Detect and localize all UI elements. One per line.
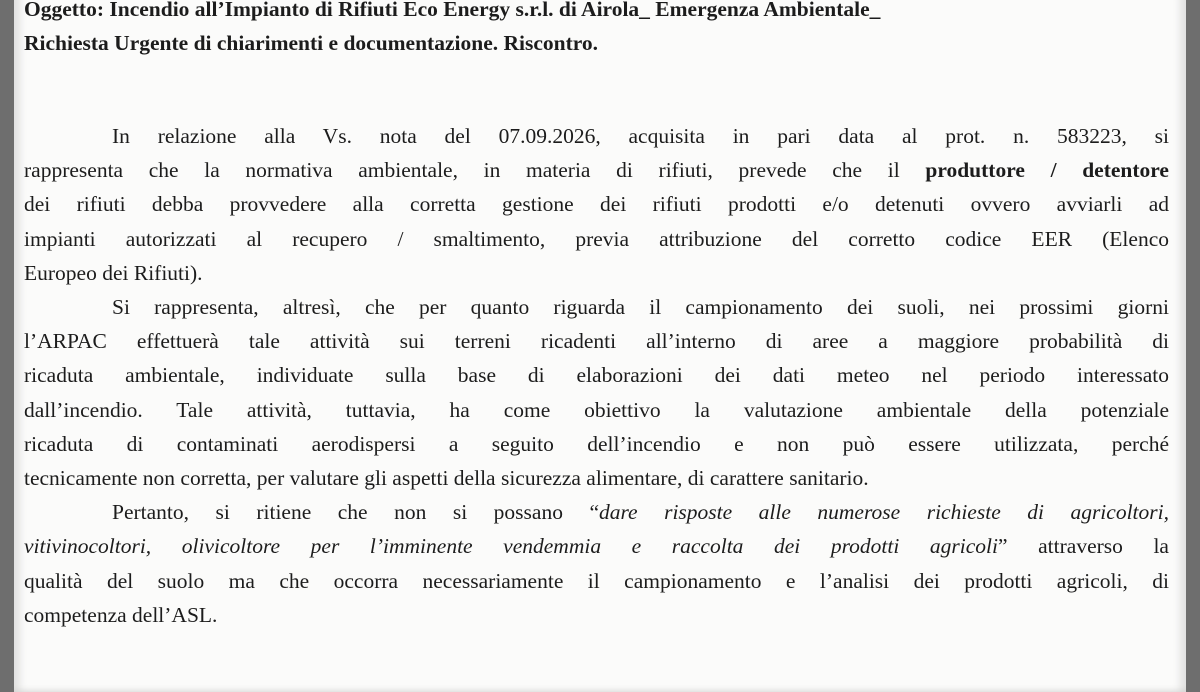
quoted-request-italic-2: vitivinocoltori, olivicoltore per l’imminente vendemmia e raccolta dei prodotti agricoli — [24, 534, 998, 559]
quoted-request-italic-1: dare risposte alle numerose richieste di agricoltori, — [598, 500, 1169, 525]
paragraph-3-line-2-text: ” attraverso la — [998, 534, 1169, 559]
paragraph-1-line-2 — [24, 153, 1169, 187]
paragraph-3-line-1-text: Pertanto, si ritiene che non si possano “ — [112, 500, 599, 525]
paragraph-3-line-3: qualità del suolo ma che occorra necessariamente il campionamento e l’analisi dei prodotti agricoli, di — [24, 568, 1169, 593]
paragraph-1 — [24, 119, 1169, 290]
subject-heading — [24, 0, 1174, 60]
subject-line-2: Richiesta Urgente di chiarimenti e documentazione. Riscontro. — [24, 31, 599, 55]
paragraph-3-line-4: competenza dell’ASL. — [24, 602, 218, 627]
paragraph-1-line-4: impianti autorizzati al recupero / smaltimento, previa attribuzione del corretto codice EER (Elenco — [24, 226, 1169, 251]
paragraph-2-line-6: tecnicamente non corretta, per valutare gli aspetti della sicurezza alimentare, di carattere sanitario. — [24, 466, 869, 491]
paragraph-3-line-2 — [24, 529, 1169, 563]
paragraph-3 — [24, 495, 1169, 632]
letter-body — [24, 119, 1169, 632]
paragraph-2-line-4: dall’incendio. Tale attività, tuttavia, ha come obiettivo la valutazione ambientale della potenziale — [24, 397, 1169, 422]
paragraph-1-line-2-text: rappresenta che la normativa ambientale, in materia di rifiuti, prevede che il — [24, 158, 926, 183]
paragraph-2-line-2: l’ARPAC effettuerà tale attività sui terreni ricadenti all’interno di aree a maggiore probabilità di — [24, 329, 1169, 354]
paragraph-2 — [24, 290, 1169, 495]
paragraph-2-line-5: ricaduta di contaminati aerodispersi a seguito dell’incendio e non può essere utilizzata, perché — [24, 431, 1169, 456]
paragraph-2-line-3: ricaduta ambientale, individuate sulla base di elaborazioni dei dati meteo nel periodo interessato — [24, 363, 1169, 388]
paragraph-2-line-1: Si rappresenta, altresì, che per quanto riguarda il campionamento dei suoli, nei prossimi giorni — [112, 295, 1169, 320]
paragraph-1-line-3: dei rifiuti debba provvedere alla corretta gestione dei rifiuti prodotti e/o detenuti ovvero avviarli ad — [24, 192, 1169, 217]
paragraph-3-line-1 — [24, 495, 1169, 529]
document-page — [14, 0, 1186, 692]
paragraph-1-line-1: In relazione alla Vs. nota del 07.09.2026, acquisita in pari data al prot. n. 583223, si — [112, 124, 1169, 148]
producer-holder-emphasis: produttore / detentore — [925, 158, 1169, 183]
subject-line-1: Oggetto: Incendio all’Impianto di Rifiuti Eco Energy s.r.l. di Airola_ Emergenza Ambientale_ — [24, 0, 881, 21]
paragraph-1-line-5: Europeo dei Rifiuti). — [24, 260, 203, 285]
